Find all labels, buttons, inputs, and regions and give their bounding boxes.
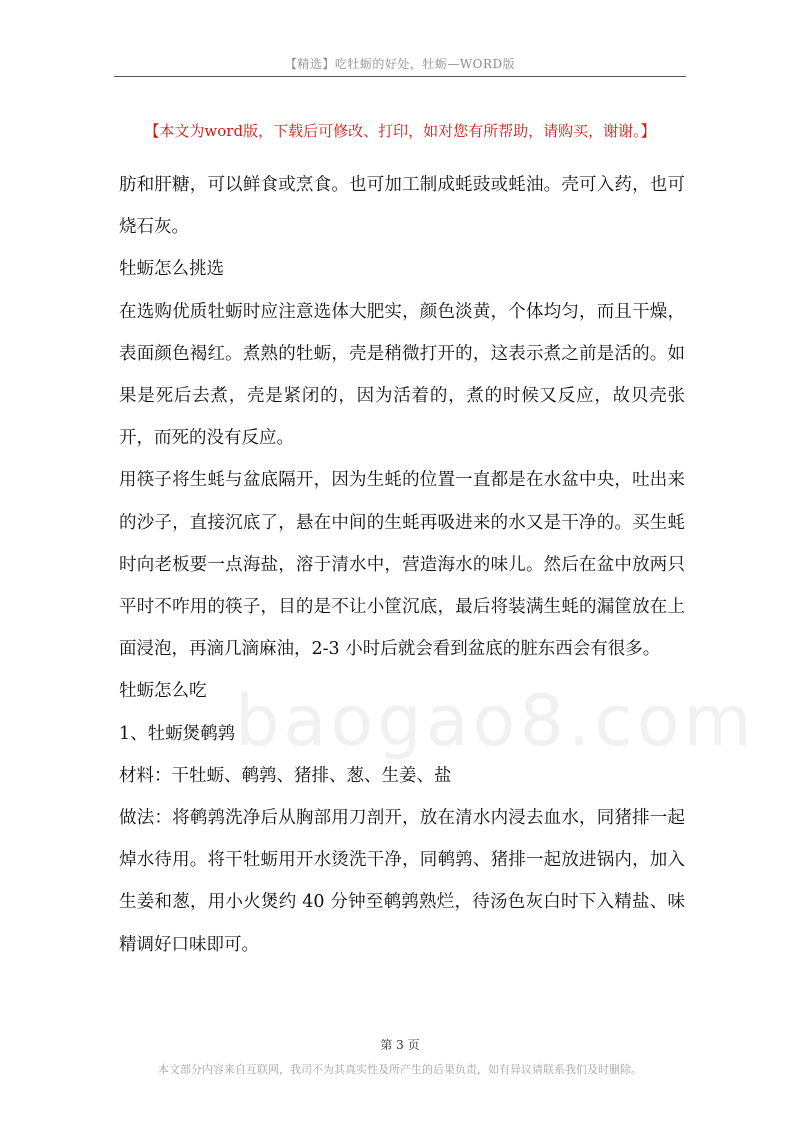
footer-disclaimer: 本文部分内容来自互联网，我司不为其真实性及所产生的后果负责，如有异议请联系我们及时删除。 [158, 1063, 642, 1076]
header-divider [114, 76, 686, 77]
paragraph-intro-continued: 肪和肝糖，可以鲜食或烹食。也可加工制成蚝豉或蚝油。壳可入药，也可烧石灰。 [119, 175, 685, 238]
paragraph-cleaning-tips: 用筷子将生蚝与盆底隔开，因为生蚝的位置一直都是在水盆中央，吐出来的沙子，直接沉底了，悬在中间的生蚝再吸进来的水又是干净的。买生蚝时向老板要一点海盐，溶于清水中，营造海水的味儿。然后在盆中放两只平时不咋用的筷子，目的是不让小筐沉底，最后将装满生蚝的漏筐放在上面浸泡，再滴几滴麻油，2-3 小时后就会看到盆底的脏东西会有很多。 [119, 470, 685, 660]
document-body [119, 164, 685, 966]
page-header: 【精选】吃牡蛎的好处，牡蛎—WORD版 [284, 57, 516, 71]
section-heading-selection: 牡蛎怎么挑选 [119, 259, 224, 280]
recipe-title: 1、牡蛎煲鹌鹑 [119, 723, 236, 744]
page-number: 第 3 页 [380, 1038, 420, 1052]
paragraph-selection-tips: 在选购优质牡蛎时应注意选体大肥实，颜色淡黄，个体均匀，而且干燥，表面颜色褐红。煮熟的牡蛎，壳是稍微打开的，这表示煮之前是活的。如果是死后去煮，壳是紧闭的，因为活着的，煮的时候又反应，故贝壳张开，而死的没有反应。 [119, 301, 685, 449]
section-heading-eating: 牡蛎怎么吃 [119, 681, 207, 702]
recipe-ingredients: 材料：干牡蛎、鹌鹑、猪排、葱、生姜、盐 [119, 765, 452, 786]
watermark: baogao8.com [235, 680, 756, 762]
download-notice: 【本文为word版，下载后可修改、打印，如对您有所帮助，请购买，谢谢。】 [144, 122, 656, 140]
recipe-method: 做法：将鹌鹑洗净后从胸部用刀剖开，放在清水内浸去血水，同猪排一起焯水待用。将干牡蛎用开水烫洗干净，同鹌鹑、猪排一起放进锅内，加入生姜和葱，用小火煲约 40 分钟至鹌鹑熟烂，待汤色灰白时下入精盐、味精调好口味即可。 [119, 808, 685, 955]
